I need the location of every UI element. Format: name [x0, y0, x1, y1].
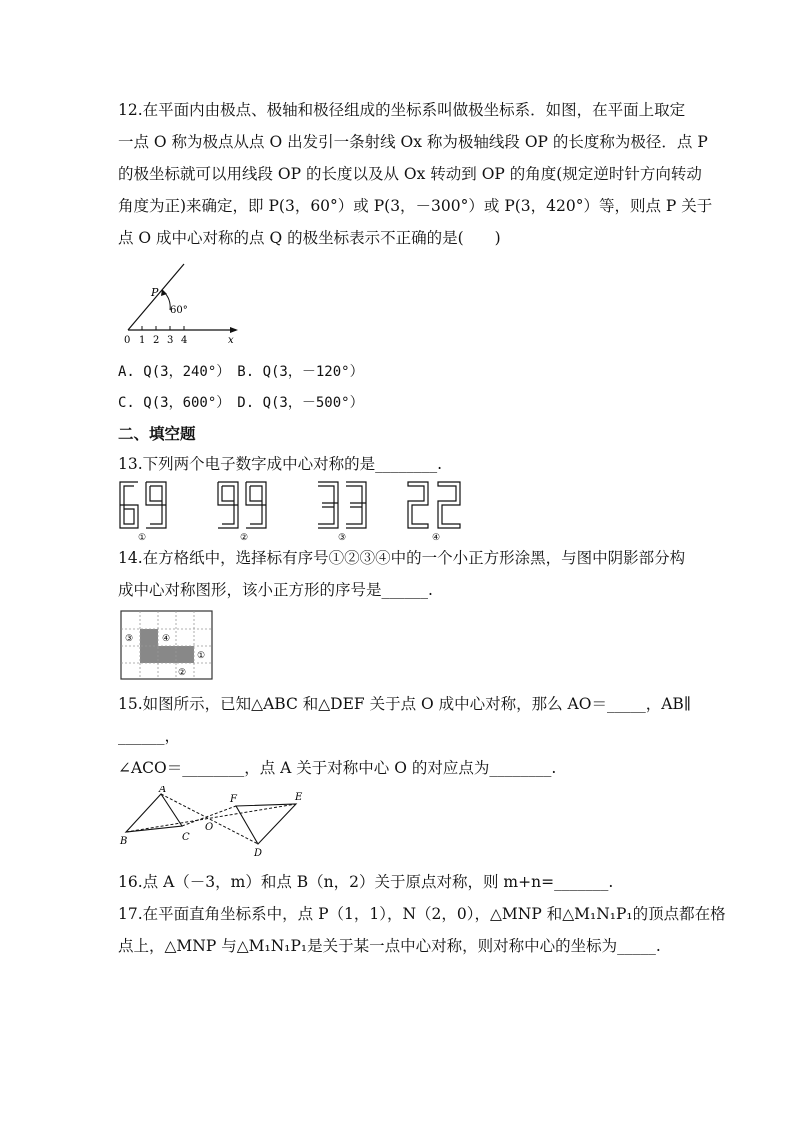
grid-label-3: ③: [125, 634, 134, 644]
grid-label-2: ②: [178, 668, 187, 678]
section-title: 二、填空题: [118, 425, 196, 443]
axis-label-2: 2: [153, 335, 160, 346]
point-p-label: P: [151, 286, 159, 299]
q16-text: 16.点 A（－3，m）和点 B（n，2）关于原点对称，则 m+n=_______.: [118, 873, 614, 891]
shaded-cell-row: [140, 646, 194, 663]
axis-name-x: x: [228, 335, 234, 346]
digit-label-1: ①: [138, 533, 147, 542]
q12-line-4: 角度为正)来确定，即 P(3，60°）或 P(3，－300°）或 P(3，420°）等，则点 P 关于: [118, 197, 713, 215]
q14-line-2: 成中心对称图形，该小正方形的序号是______.: [118, 581, 433, 599]
q12-options-ab: A. Q(3，240°） B. Q(3，－120°）: [118, 364, 364, 380]
q12-options-cd: C. Q(3，600°） D. Q(3，－500°）: [118, 395, 364, 411]
label-e: E: [295, 792, 303, 803]
axis-label-4: 4: [181, 335, 188, 346]
digit-pair-4: [408, 482, 460, 528]
q14-line-1: 14.在方格纸中，选择标有序号①②③④中的一个小正方形涂黑，与图中阴影部分构: [118, 549, 686, 567]
label-f: F: [230, 794, 237, 805]
q12-line-5: 点 O 成中心对称的点 Q 的极坐标表示不正确的是( ): [118, 229, 501, 247]
axis-label-3: 3: [167, 335, 174, 346]
q13-text: 13.下列两个电子数字成中心对称的是________.: [118, 455, 443, 473]
grid-border: [121, 611, 212, 679]
triangle-figure: [116, 786, 316, 862]
axis-arrow-icon: [230, 327, 238, 333]
q15-line-2: ______，: [118, 727, 181, 745]
grid-figure: [120, 610, 214, 682]
q15-line-1: 15.如图所示，已知△ABC 和△DEF 关于点 O 成中心对称，那么 AO＝_____，AB∥: [118, 695, 691, 713]
q12-line-2: 一点 O 称为极点从点 O 出发引一条射线 Ox 称为极轴线段 OP 的长度称为极径．点 P: [118, 133, 708, 151]
q12-line-1: 12.在平面内由极点、极轴和极径组成的坐标系叫做极坐标系．如图，在平面上取定: [118, 101, 686, 119]
shaded-cell-1: [140, 629, 158, 646]
label-c: C: [182, 832, 190, 843]
label-d: D: [254, 848, 263, 859]
digit-label-3: ③: [338, 533, 347, 542]
label-o: O: [205, 822, 214, 833]
axis-label-0: 0: [124, 335, 131, 346]
label-a: A: [159, 786, 167, 795]
axis-label-1: 1: [139, 335, 146, 346]
triangle-abc: [126, 794, 182, 832]
q17-line-2: 点上，△MNP 与△M₁N₁P₁是关于某一点中心对称，则对称中心的坐标为_____.: [118, 937, 661, 955]
digit-label-2: ②: [240, 533, 249, 542]
polar-axis-figure: [118, 258, 248, 348]
digit-pair-3: [318, 482, 366, 528]
q15-line-3: ∠ACO＝________，点 A 关于对称中心 O 的对应点为________.: [118, 759, 557, 777]
grid-label-4: ④: [162, 634, 171, 644]
digit-pair-2: [218, 482, 266, 528]
grid-label-1: ①: [197, 651, 206, 661]
q12-line-3: 的极坐标就可以用线段 OP 的长度以及从 Ox 转动到 OP 的角度(规定逆时针方向转动: [118, 165, 702, 183]
triangle-def: [236, 804, 296, 844]
digit-pair-1: [120, 482, 166, 528]
label-b: B: [120, 836, 128, 847]
digit-label-4: ④: [432, 533, 441, 542]
digital-digits-figure: [116, 478, 476, 542]
q17-line-1: 17.在平面直角坐标系中，点 P（1，1），N（2，0），△MNP 和△M₁N₁P₁的顶点都在格: [118, 905, 726, 923]
angle-label: 60°: [170, 305, 188, 316]
